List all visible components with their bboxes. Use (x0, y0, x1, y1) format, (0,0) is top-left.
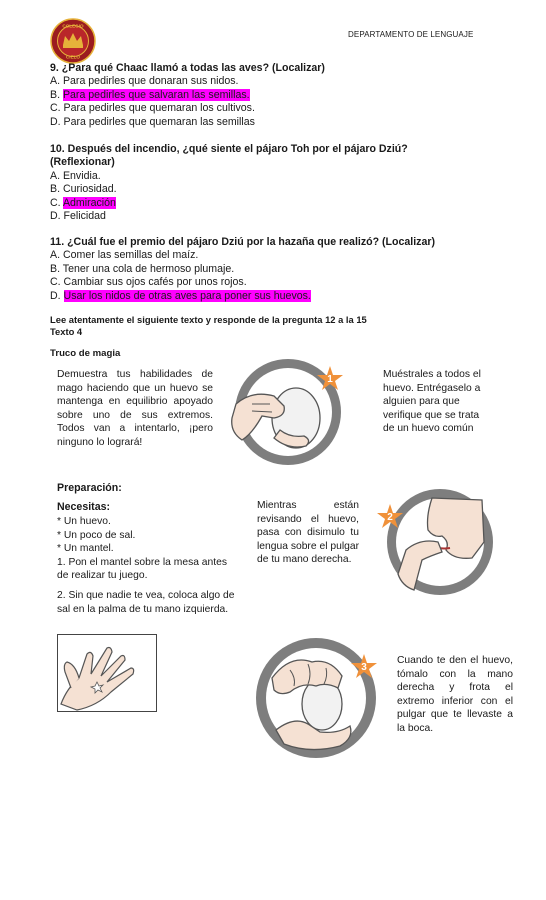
highlighted-answer: Admiración (62, 196, 116, 209)
needs-heading: Necesitas: (57, 501, 110, 513)
prep-step-2: 2. Sin que nadie te vea, coloca algo de sal en la palma de tu mano izquierda. (57, 590, 235, 615)
licking-thumb-illustration (372, 486, 498, 603)
text-label: Texto 4 (50, 326, 83, 337)
logo-text-bottom: CIELO (65, 54, 81, 60)
needs-item: * Un mantel. (57, 543, 114, 554)
step-number-2: 2 (387, 512, 393, 523)
question-title: 9. ¿Para qué Chaac llamó a todas las aves? (Localizar) (50, 62, 325, 74)
answer-option: D. Usar los nidos de otras aves para poner sus huevos. (50, 289, 311, 302)
needs-list (57, 515, 237, 583)
answer-option: A. Envidia. (50, 169, 101, 182)
instructions (50, 314, 367, 338)
salt-in-palm-illustration (57, 634, 157, 717)
prep-step-1: 1. Pon el mantel sobre la mesa antes de realizar tu juego. (57, 556, 227, 581)
answer-option: C. Cambiar sus ojos cafés por unos rojos. (50, 276, 247, 289)
question-9 (50, 62, 490, 129)
step-2-text: Mientras están revisando el huevo, pasa con disimulo tu lengua sobre el pulgar de tu mano derecha. (257, 500, 359, 565)
highlighted-answer: Para pedirles que salvaran las semillas. (62, 88, 250, 101)
answer-option: B. Tener una cola de hermoso plumaje. (50, 262, 235, 275)
intro-paragraph: Demuestra tus habilidades de mago haciendo que un huevo se mantenga en equilibrio apoyado sobre uno de sus extremos. Todos van a intentarlo, ¡pero ninguno lo logrará! (57, 369, 213, 448)
answer-option: C. Admiración (50, 196, 116, 209)
highlighted-answer: Usar los nidos de otras aves para poner sus huevos. (63, 289, 311, 302)
answer-option: A. Para pedirles que donaran sus nidos. (50, 75, 239, 88)
logo-text-top: COLEGIO (62, 23, 84, 29)
needs-item: * Un huevo. (57, 516, 111, 527)
preparation-heading: Preparación: (57, 482, 122, 494)
question-11 (50, 236, 490, 303)
answer-option: D. Para pedirles que quemaran las semillas (50, 115, 255, 128)
question-title: 10. Después del incendio, ¿qué siente el pájaro Toh por el pájaro Dziú? (50, 143, 408, 155)
question-title: 11. ¿Cuál fue el premio del pájaro Dziú por la hazaña que realizó? (Localizar) (50, 236, 435, 248)
rubbing-egg-illustration (250, 634, 382, 769)
step-number-1: 1 (327, 374, 333, 385)
department-header: DEPARTAMENTO DE LENGUAJE (348, 30, 474, 39)
question-10 (50, 143, 490, 223)
step-3-text: Cuando te den el huevo, tómalo con la mano derecha y frota el extremo inferior con el pulgar que te llevaste a la boca. (397, 655, 513, 734)
step-number-3: 3 (361, 662, 367, 673)
answer-option: A. Comer las semillas del maíz. (50, 249, 199, 262)
step-1-text: Muéstrales a todos el huevo. Entrégaselo a alguien para que verifique que se trata de un huevo común (383, 369, 481, 434)
answer-option: B. Curiosidad. (50, 183, 117, 196)
answer-option: B. Para pedirles que salvaran las semillas. (50, 88, 250, 101)
answer-option: D. Felicidad (50, 210, 106, 223)
instructions-line: Lee atentamente el siguiente texto y responde de la pregunta 12 a la 15 (50, 314, 367, 325)
hand-holding-egg-illustration (222, 356, 354, 473)
needs-item: * Un poco de sal. (57, 529, 136, 541)
question-title-skill: (Reflexionar) (50, 156, 115, 169)
school-logo (50, 18, 96, 64)
answer-option: C. Para pedirles que quemaran los cultivos. (50, 102, 255, 115)
reading-title: Truco de magia (50, 348, 121, 359)
